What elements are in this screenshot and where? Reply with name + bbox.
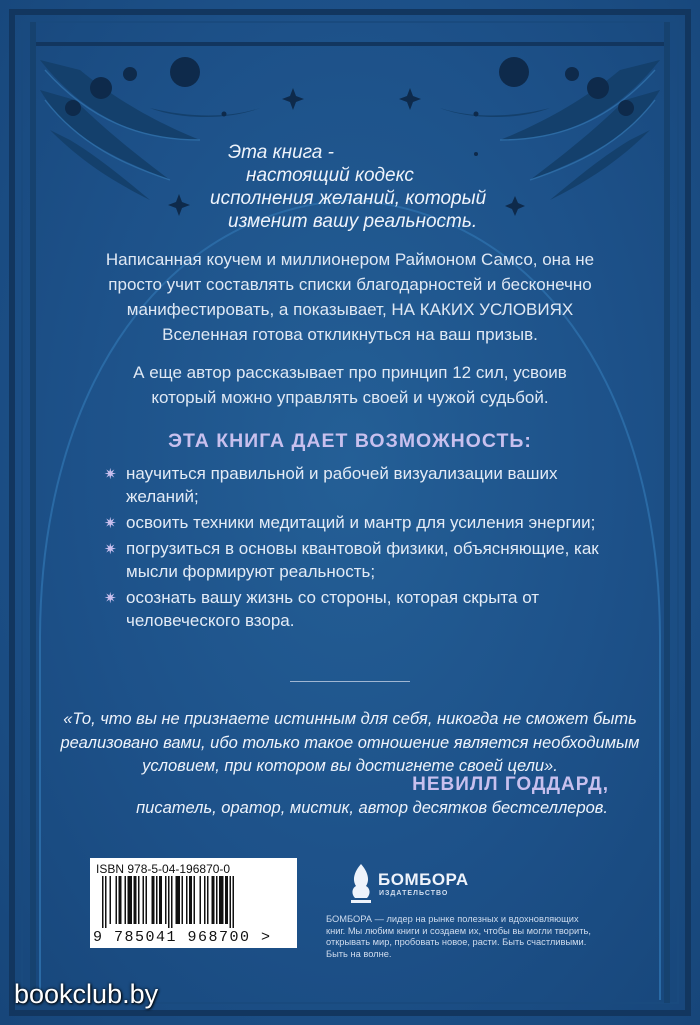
list-item-text: освоить техники медитаций и мантр для усиления энергии; — [126, 513, 596, 532]
planet-icon — [565, 67, 579, 81]
isbn-number: ISBN 978-5-04-196870-0 — [96, 862, 231, 876]
list-item — [104, 537, 624, 583]
planet-icon — [587, 77, 609, 99]
list-item-text: научиться правильной и рабочей визуализации ваших желаний; — [126, 464, 558, 506]
barcode — [90, 858, 297, 948]
barcode-bar — [168, 876, 170, 928]
list-item — [104, 586, 624, 632]
quote-author-description: писатель, оратор, мистик, автор десятков бестселлеров. — [136, 799, 608, 817]
sparkle-icon: ✷ — [104, 515, 117, 532]
planet-icon — [65, 100, 81, 116]
barcode-bar — [119, 876, 122, 924]
barcode-bar — [146, 876, 148, 924]
tagline-line-2: настоящий кодекс — [246, 165, 414, 186]
barcode-bar — [230, 876, 232, 928]
barcode-bar — [159, 876, 162, 924]
star-icon — [168, 194, 190, 216]
barcode-bar — [233, 876, 235, 928]
tagline-line-4: изменит вашу реальность. — [228, 211, 478, 232]
benefits-heading: ЭТА КНИГА ДАЕТ ВОЗМОЖНОСТЬ: — [168, 430, 532, 452]
quote: «То, что вы не признаете истинным для себя, никогда не сможет быть реализовано вами, ибо только такое отношение является необходимым условием, при котором вы достигнете своей цели». — [60, 710, 640, 775]
barcode-bars — [96, 876, 291, 928]
publisher-block — [326, 858, 616, 959]
barcode-bar — [189, 876, 192, 924]
barcode-bar — [194, 876, 196, 924]
left-pillar — [30, 22, 36, 1003]
barcode-bar — [110, 876, 112, 924]
list-item-text: погрузиться в основы квантовой физики, объясняющие, как мысли формируют реальность; — [126, 539, 599, 581]
barcode-bar — [134, 876, 137, 924]
barcode-bar — [102, 876, 104, 928]
benefits-list — [104, 462, 624, 635]
barcode-bar — [125, 876, 127, 924]
top-band — [36, 42, 664, 46]
publisher-description: БОМБОРА — лидер на рынке полезных и вдохновляющих книг. Мы любим книги и создаем их, чтобы вы могли творить, открывать мир, пробовать новое, расти. Быть счастливыми. Быть на волне. — [326, 914, 591, 959]
quote-author: НЕВИЛЛ ГОДДАРД, — [412, 774, 609, 795]
star-icon — [505, 196, 525, 216]
description-paragraph-2: А еще автор рассказывает про принцип 12 сил, усвоив который можно управлять своей и чужой судьбой. — [133, 363, 567, 407]
tagline-line-3: исполнения желаний, который — [210, 188, 487, 209]
barcode-bar — [182, 876, 184, 924]
planet-icon — [90, 77, 112, 99]
sparkle-icon: ✷ — [104, 466, 117, 483]
barcode-bar — [207, 876, 209, 924]
divider — [290, 681, 410, 682]
barcode-bar — [105, 876, 107, 928]
barcode-bar — [138, 876, 140, 924]
planet-icon — [170, 57, 200, 87]
description-paragraph-1: Написанная коучем и миллионером Раймоном Самсо, она не просто учит составлять списки благодарностей и бесконечно манифестировать, а показывает, НА КАКИХ УСЛОВИЯХ Вселенная готова откликнуться на ваш призыв. — [105, 250, 595, 344]
star-icon — [282, 88, 304, 110]
planet-icon — [618, 100, 634, 116]
barcode-bar — [176, 876, 181, 924]
barcode-bar — [212, 876, 215, 924]
star-icon — [399, 88, 421, 110]
publisher-logo-icon — [348, 862, 374, 906]
barcode-digits: 9 785041 968700 > — [93, 929, 272, 946]
barcode-bar — [204, 876, 206, 924]
barcode-bar — [216, 876, 218, 924]
list-item — [104, 511, 624, 534]
barcode-bar — [128, 876, 133, 924]
publisher-name: БОМБОРА — [378, 870, 469, 889]
list-item — [104, 462, 624, 508]
sparkle-icon: ✷ — [104, 590, 117, 607]
publisher-subtitle: ИЗДАТЕЛЬСТВО — [379, 890, 449, 897]
barcode-bar — [116, 876, 118, 924]
list-item-text: осознать вашу жизнь со стороны, которая скрыта от человеческого взора. — [126, 588, 540, 630]
tagline-line-1: Эта книга - — [228, 142, 334, 163]
barcode-bar — [200, 876, 202, 924]
barcode-bar — [186, 876, 188, 924]
barcode-bar — [171, 876, 173, 928]
planet-icon — [123, 67, 137, 81]
planet-icon — [499, 57, 529, 87]
watermark: bookclub.by — [14, 979, 159, 1009]
barcode-bar — [165, 876, 167, 924]
sparkle-icon: ✷ — [104, 541, 117, 558]
barcode-bar — [156, 876, 158, 924]
barcode-bar — [152, 876, 155, 924]
planet-dots — [65, 57, 634, 116]
barcode-bar — [143, 876, 145, 924]
barcode-bar — [219, 876, 224, 924]
right-pillar — [664, 22, 670, 1003]
barcode-bar — [225, 876, 228, 924]
